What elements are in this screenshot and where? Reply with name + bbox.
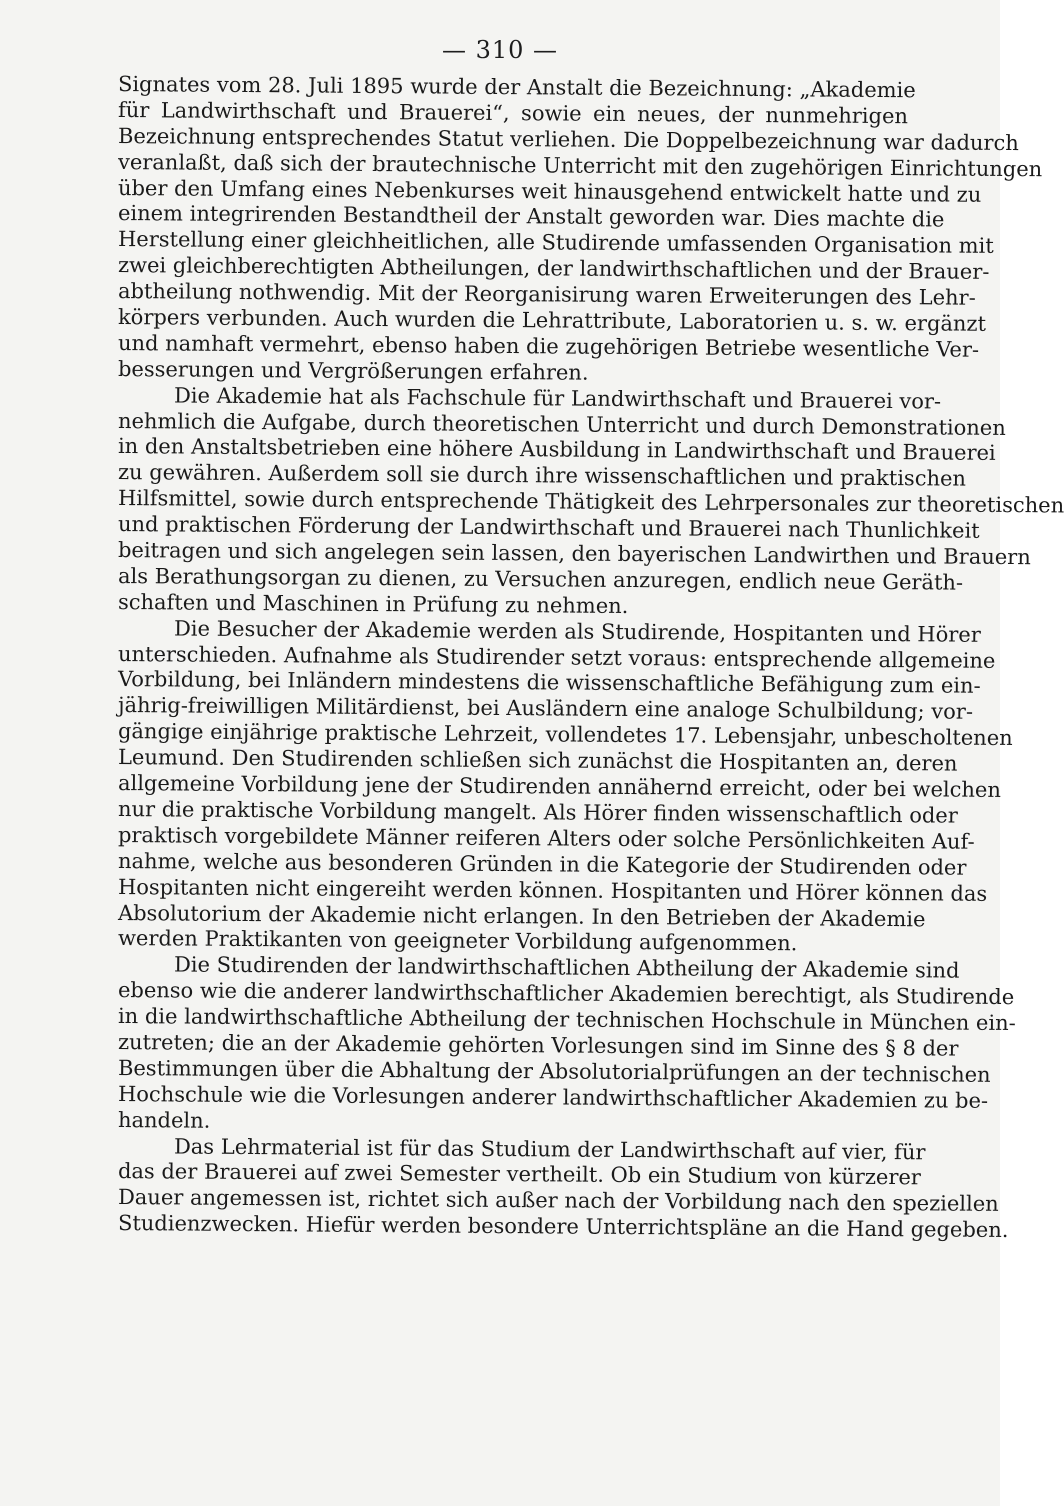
text-line: und namhaft vermehrt, ebenso haben die zugehörigen Betriebe wesentliche Ver- xyxy=(117,330,980,362)
text-line: Das Lehrmaterial ist für das Studium der Landwirthschaft auf vier, für xyxy=(173,1133,926,1164)
text-line: einem integrirenden Bestandtheil der Anstalt geworden war. Dies machte die xyxy=(117,201,945,232)
text-line: über den Umfang eines Nebenkurses weit hinausgehend entwickelt hatte und zu xyxy=(117,175,982,207)
text-line: abtheilung nothwendig. Mit der Reorganisirung waren Erweiterungen des Lehr- xyxy=(117,279,976,310)
text-line: Absolutorium der Akademie nicht erlangen. In den Betrieben der Akademie xyxy=(117,900,926,931)
text-line: Bezeichnung entsprechendes Statut verliehen. Die Doppelbezeichnung war dadurch xyxy=(117,123,1019,155)
text-line: körpers verbunden. Auch wurden die Lehrattribute, Laboratorien u. s. w. ergänzt xyxy=(117,305,987,336)
body-text xyxy=(117,72,1064,1243)
text-line: besserungen und Vergrößerungen erfahren. xyxy=(117,356,589,385)
text-line: Herstellung einer gleichheitlichen, alle Studirende umfassenden Organisation mit xyxy=(117,227,994,259)
text-line: unterschieden. Aufnahme als Studirender setzt voraus: entsprechende allgemeine xyxy=(117,641,996,673)
text-line: und praktischen Förderung der Landwirthschaft und Brauerei nach Thunlichkeit xyxy=(117,512,980,543)
text-line: allgemeine Vorbildung jene der Studirenden annähernd erreicht, oder bei welchen xyxy=(117,771,1002,802)
text-line: nahme, welche aus besonderen Gründen in die Kategorie der Studirenden oder xyxy=(117,848,967,880)
text-line: Hochschule wie die Vorlesungen anderer landwirthschaftlicher Akademien zu be- xyxy=(117,1081,989,1113)
text-line: in die landwirthschaftliche Abtheilung der technischen Hochschule in München ein- xyxy=(117,1004,1016,1036)
text-line: jährig-freiwilligen Militärdienst, bei Ausländern eine analoge Schulbildung; vor- xyxy=(117,693,974,725)
text-line: zwei gleichberechtigten Abtheilungen, der landwirthschaftlichen und der Brauer- xyxy=(117,253,990,285)
paragraph xyxy=(117,952,1016,1133)
text-line: für Landwirthschaft und Brauerei“, sowie ein neues, der nunmehrigen xyxy=(117,97,909,129)
text-line: werden Praktikanten von geeigneter Vorbildung aufgenommen. xyxy=(117,926,798,956)
text-line: Hospitanten nicht eingereiht werden können. Hospitanten und Hörer können das xyxy=(117,874,988,906)
paragraph xyxy=(117,616,1013,956)
text-line: handeln. xyxy=(117,1107,211,1133)
text-line: Die Studirenden der landwirthschaftlichen Abtheilung der Akademie sind xyxy=(173,952,960,983)
text-line: zu gewähren. Außerdem soll sie durch ihre wissenschaftlichen und praktischen xyxy=(117,460,967,492)
text-line: zutreten; die an der Akademie gehörten Vorlesungen sind im Sinne des § 8 der xyxy=(117,1029,959,1061)
text-line: Vorbildung, bei Inländern mindestens die wissenschaftliche Befähigung zum ein- xyxy=(117,667,981,699)
text-line: das der Brauerei auf zwei Semester vertheilt. Ob ein Studium von kürzerer xyxy=(117,1159,921,1190)
text-line: Leumund. Den Studirenden schließen sich zunächst die Hospitanten an, deren xyxy=(117,745,958,776)
text-line: nur die praktische Vorbildung mangelt. Als Hörer finden wissenschaftlich oder xyxy=(117,796,958,828)
text-line: nehmlich die Aufgabe, durch theoretischen Unterricht und durch Demonstrationen xyxy=(117,408,1006,440)
paragraph xyxy=(117,72,1043,385)
paragraph xyxy=(117,383,1064,618)
text-line: Studienzwecken. Hiefür werden besondere Unterrichtspläne an die Hand gegeben. xyxy=(117,1211,1009,1243)
text-line: ebenso wie die anderer landwirthschaftlicher Akademien berechtigt, als Studirende xyxy=(117,978,1015,1010)
text-line: beitragen und sich angelegen sein lassen, den bayerischen Landwirthen und Brauern xyxy=(117,538,1031,570)
text-line: Hilfsmittel, sowie durch entsprechende Thätigkeit des Lehrpersonales zur theoretischen xyxy=(117,486,1064,518)
text-line: als Berathungsorgan zu dienen, zu Versuchen anzuregen, endlich neue Geräth- xyxy=(117,563,964,595)
text-line: Dauer angemessen ist, richtet sich außer nach der Vorbildung nach den speziellen xyxy=(117,1185,999,1217)
page-number: — 310 — xyxy=(441,36,559,64)
text-line: Die Besucher der Akademie werden als Studirende, Hospitanten und Hörer xyxy=(173,616,981,647)
paragraph xyxy=(117,1133,1009,1243)
text-line: veranlaßt, daß sich der brautechnische Unterricht mit den zugehörigen Einrichtungen xyxy=(117,149,1043,181)
text-line: schaften und Maschinen in Prüfung zu nehmen. xyxy=(117,589,629,618)
text-line: Die Akademie hat als Fachschule für Landwirthschaft und Brauerei vor- xyxy=(173,383,942,414)
text-line: praktisch vorgebildete Männer reiferen Alters oder solche Persönlichkeiten Auf- xyxy=(117,822,975,854)
text-line: in den Anstaltsbetrieben eine höhere Ausbildung in Landwirthschaft und Brauerei xyxy=(117,434,996,466)
text-line: Bestimmungen über die Abhaltung der Absolutorialprüfungen an der technischen xyxy=(117,1055,991,1087)
text-line: gängige einjährige praktische Lehrzeit, vollendetes 17. Lebensjahr, unbescholtenen xyxy=(117,719,1013,751)
text-line: Signates vom 28. Juli 1895 wurde der Anstalt die Bezeichnung: „Akademie xyxy=(117,72,916,103)
